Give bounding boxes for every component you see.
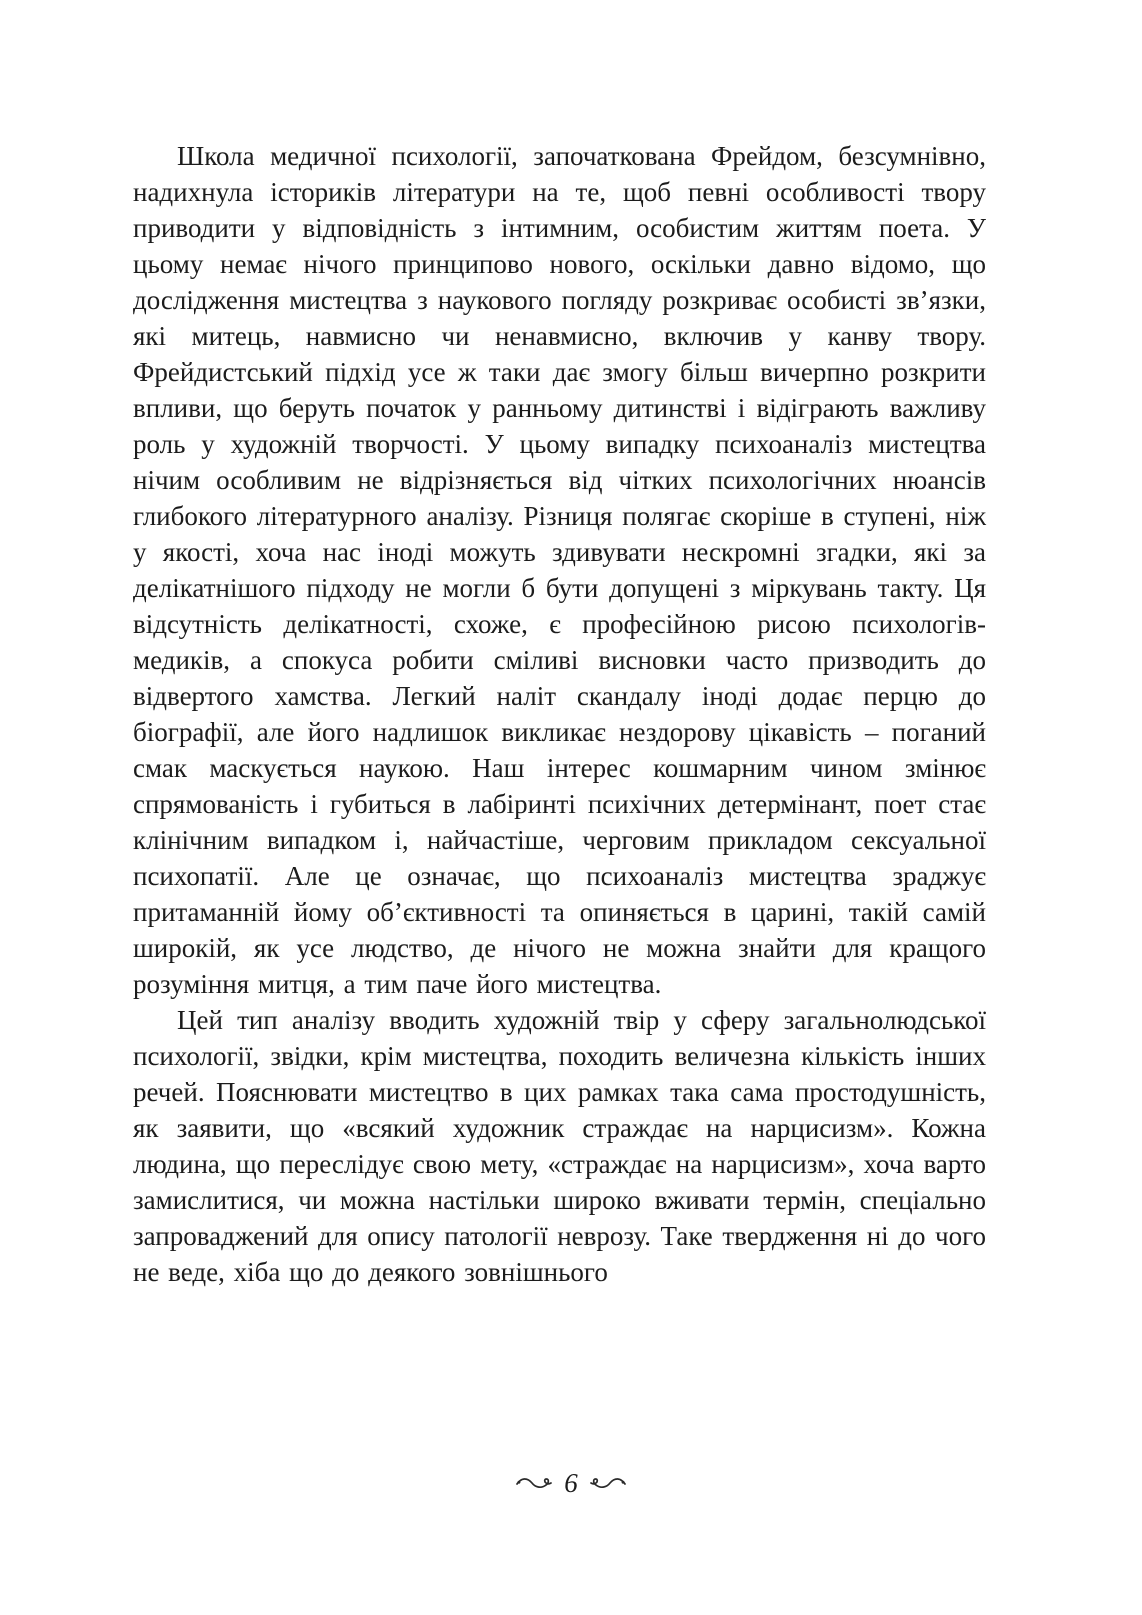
- body-paragraph: Цей тип аналізу вводить художній твір у сферу загальнолюдської психології, звідки, крім мистецтва, походить величезна кількість інших речей. Пояснювати мистецтво в цих рамках така сама простодушність, як заявити, що «всякий художник страждає на нарцисизм». Кожна людина, що переслідує свою мету, «страждає на нарцисизм», хоча варто замислитися, чи можна настільки широко вживати термін, спеціально запроваджений для опису патології неврозу. Таке твердження ні до чого не веде, хіба що до деякого зовнішнього: [133, 1005, 986, 1287]
- page-number: 6: [564, 1468, 578, 1498]
- body-paragraph: Школа медичної психології, започаткована Фрейдом, безсумнівно, надихнула істориків літератури на те, щоб певні особливості твору приводити у відповідність з інтимним, особистим життям поета. У цьому немає нічого принципово нового, оскільки давно відомо, що дослідження мистецтва з наукового погляду розкриває особисті зв’язки, які митець, навмисно чи ненавмисно, включив у канву твору. Фрейдистський підхід усе ж таки дає змогу більш вичерпно розкрити впливи, що беруть початок у ранньому дитинстві і відіграють важливу роль у художній творчості. У цьому випадку психоаналіз мистецтва нічим особливим не відрізняється від чітких психологічних нюансів глибокого літературного аналізу. Різниця полягає скоріше в ступені, ніж у якості, хоча нас іноді можуть здивувати нескромні згадки, які за делікатнішого підходу не могли б бути допущені з міркувань такту. Ця відсутність делікатності, схоже, є професійною рисою психологів-медиків, а спокуса робити сміливі висновки часто призводить до відвертого хамства. Легкий наліт скандалу іноді додає перцю до біографії, але його надлишок викликає нездорову цікавість – поганий смак маскується наукою. Наш інтерес кошмарним чином змінює спрямованість і губиться в лабіринті психічних детермінант, поет стає клінічним випадком і, найчастіше, черговим прикладом сексуальної психопатії. Але це означає, що психоаналіз мистецтва зраджує притаманній йому об’єктивності та опиняється в царині, такій самій широкій, як усе людство, де нічого не можна знайти для кращого розуміння митця, а тим паче його мистецтва.: [133, 141, 986, 999]
- page-footer: [0, 1470, 1142, 1497]
- flourish-left-icon: [516, 1475, 552, 1493]
- text-block: [133, 138, 986, 1290]
- flourish-right-icon: [590, 1475, 626, 1493]
